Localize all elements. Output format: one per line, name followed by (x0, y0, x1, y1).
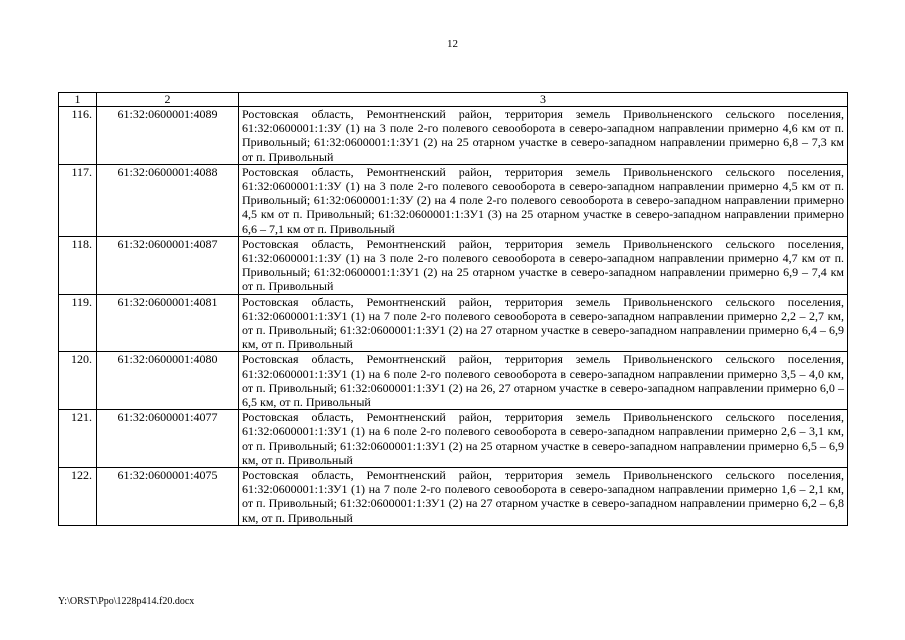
row-number-cell: 119. (59, 294, 97, 352)
row-number-cell: 121. (59, 410, 97, 468)
page-number: 12 (447, 38, 458, 50)
location-description-cell: Ростовская область, Ремонтненский район, территория земель Привольненского сельского поселения, 61:32:0600001:1:ЗУ1 (1) на 7 поле 2-го полевого севооборота в северо-западном направлении примерно 1,6 – 2,1 км, от п. Привольный; 61:32:0600001:1:ЗУ1 (2) на 27 отарном участке в северо-западном направлении примерно 6,2 – 6,8 км, от п. Привольный (239, 468, 848, 526)
table-row (59, 236, 848, 294)
cadastral-number-cell: 61:32:0600001:4081 (97, 294, 239, 352)
table-header-row (59, 93, 848, 107)
row-number-cell: 116. (59, 107, 97, 165)
cadastral-number-cell: 61:32:0600001:4075 (97, 468, 239, 526)
row-number-cell: 120. (59, 352, 97, 410)
land-plots-table (58, 92, 848, 526)
location-description-cell: Ростовская область, Ремонтненский район, территория земель Привольненского сельского поселения, 61:32:0600001:1:ЗУ1 (1) на 6 поле 2-го полевого севооборота в северо-западном направлении примерно 2,6 – 3,1 км, от п. Привольный; 61:32:0600001:1:ЗУ1 (2) на 25 отарном участке в северо-западном направлении примерно 6,5 – 6,9 км, от п. Привольный (239, 410, 848, 468)
location-description-cell: Ростовская область, Ремонтненский район, территория земель Привольненского сельского поселения, 61:32:0600001:1:ЗУ (1) на 3 поле 2-го полевого севооборота в северо-западном направлении примерно 4,5 км от п. Привольный; 61:32:0600001:1:ЗУ (2) на 4 поле 2-го полевого севооборота в северо-западном направлении примерно 4,5 км от п. Привольный; 61:32:0600001:1:ЗУ1 (3) на 25 отарном участке в северо-западном направлении примерно 6,6 – 7,1 км от п. Привольный (239, 164, 848, 236)
cadastral-number-cell: 61:32:0600001:4088 (97, 164, 239, 236)
cadastral-number-cell: 61:32:0600001:4087 (97, 236, 239, 294)
footer-file-path: Y:\ORST\Ppo\1228p414.f20.docx (58, 596, 195, 607)
table-row (59, 107, 848, 165)
location-description-cell: Ростовская область, Ремонтненский район, территория земель Привольненского сельского поселения, 61:32:0600001:1:ЗУ (1) на 3 поле 2-го полевого севооборота в северо-западном направлении примерно 4,7 км от п. Привольный; 61:32:0600001:1:ЗУ1 (2) на 25 отарном участке в северо-западном направлении примерно 6,9 – 7,4 км от п. Привольный (239, 236, 848, 294)
column-header-1: 1 (59, 93, 97, 107)
column-header-3: 3 (239, 93, 848, 107)
cadastral-number-cell: 61:32:0600001:4077 (97, 410, 239, 468)
cadastral-number-cell: 61:32:0600001:4080 (97, 352, 239, 410)
location-description-cell: Ростовская область, Ремонтненский район, территория земель Привольненского сельского поселения, 61:32:0600001:1:ЗУ1 (1) на 6 поле 2-го полевого севооборота в северо-западном направлении примерно 3,5 – 4,0 км, от п. Привольный; 61:32:0600001:1:ЗУ1 (2) на 26, 27 отарном участке в северо-западном направлении примерно 6,0 – 6,5 км, от п. Привольный (239, 352, 848, 410)
table-row (59, 294, 848, 352)
table-row (59, 468, 848, 526)
table-row (59, 352, 848, 410)
location-description-cell: Ростовская область, Ремонтненский район, территория земель Привольненского сельского поселения, 61:32:0600001:1:ЗУ1 (1) на 7 поле 2-го полевого севооборота в северо-западном направлении примерно 2,2 – 2,7 км, от п. Привольный; 61:32:0600001:1:ЗУ1 (2) на 27 отарном участке в северо-западном направлении примерно 6,4 – 6,9 км, от п. Привольный (239, 294, 848, 352)
column-header-2: 2 (97, 93, 239, 107)
row-number-cell: 118. (59, 236, 97, 294)
cadastral-number-cell: 61:32:0600001:4089 (97, 107, 239, 165)
row-number-cell: 117. (59, 164, 97, 236)
table-body (59, 93, 848, 526)
table-row (59, 164, 848, 236)
table-row (59, 410, 848, 468)
row-number-cell: 122. (59, 468, 97, 526)
location-description-cell: Ростовская область, Ремонтненский район, территория земель Привольненского сельского поселения, 61:32:0600001:1:ЗУ (1) на 3 поле 2-го полевого севооборота в северо-западном направлении примерно 4,6 км от п. Привольный; 61:32:0600001:1:ЗУ1 (2) на 25 отарном участке в северо-западном направлении примерно 6,8 – 7,3 км от п. Привольный (239, 107, 848, 165)
